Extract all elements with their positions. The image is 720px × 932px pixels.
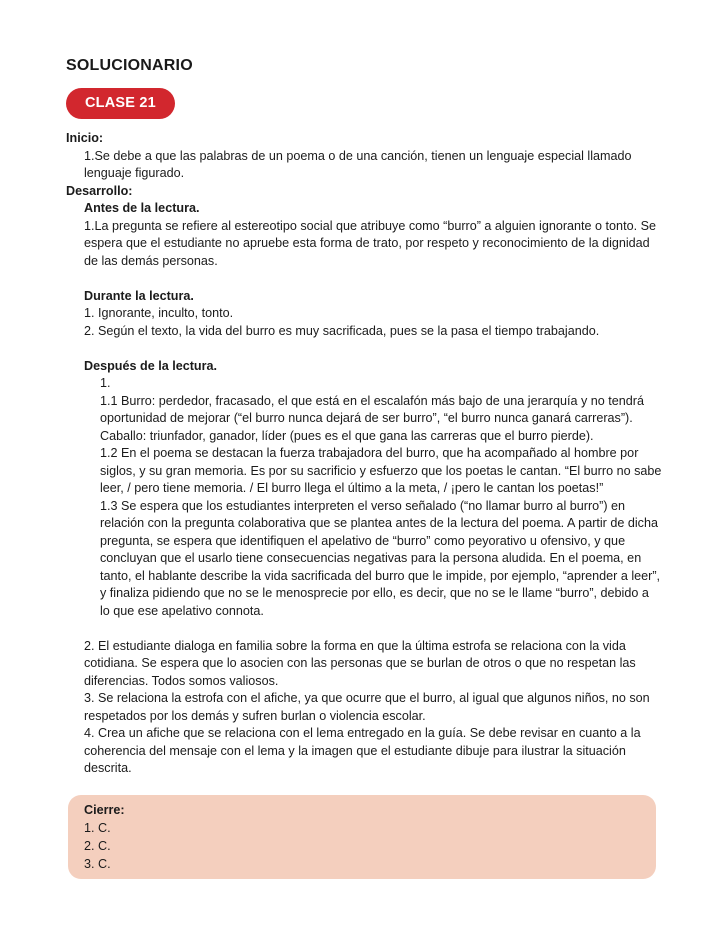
document-body [66,130,662,879]
cierre-answer-3: 3. C. [84,856,111,871]
class-badge: CLASE 21 [66,88,175,119]
page-title: SOLUCIONARIO [66,57,193,74]
section-heading-cierre: Cierre: [84,802,125,817]
paragraph-despues-4: 4. Crea un afiche que se relaciona con el lema entregado en la guía. Se debe revisar en cuanto a la coherencia del mensaje con el lema y la imagen que el estudiante dibuje para ilustrar la situación descrita. [84,726,641,775]
paragraph-despues-1-3: 1.3 Se espera que los estudiantes interpreten el verso señalado (“no llamar burro al burro”) en relación con la pregunta colaborativa que se plantea antes de la lectura del poema. A partir de dicha pregunta, se espera que identifiquen el apelativo de “burro” como peyorativo u ofensivo, y que concluyan que el usarlo tiene consecuencias negativas para la persona aludida. En el poema, en tanto, el hablante describe la vida sacrificada del burro que le impide, por ejemplo, “aprender a leer”, y finaliza pidiendo que no se le menosprecie por ello, es decir, que no se le llame “burro”, debido a lo que ese apelativo connota. [100,498,661,618]
paragraph-despues-1-1: 1.1 Burro: perdedor, fracasado, el que está en el escalafón más bajo de una jerarquía y no tendrá oportunidad de mejorar (“el burro nunca dejará de ser burro”, “el burro nunca ganará carreras”). Caballo: triunfador, ganador, líder (pues es el que gana las carreras que el burro pierde). [100,393,644,443]
paragraph-despues-1-2: 1.2 En el poema se destacan la fuerza trabajadora del burro, que ha acompañado al hombre por siglos, y su gran memoria. Es por su sacrificio y esfuerzo que los poetas le cantan. “El burro no sabe leer, / pero tiene memoria. / El burro llega el último a la meta, / ¡pero le cantan los poetas!” [100,446,662,495]
subheading-despues-de-la-lectura: Después de la lectura. [84,358,217,373]
cierre-answer-2: 2. C. [84,838,111,853]
subheading-durante-la-lectura: Durante la lectura. [84,288,194,303]
subheading-antes-de-la-lectura: Antes de la lectura. [84,201,200,215]
paragraph-antes-1: 1.La pregunta se refiere al estereotipo social que atribuye como “burro” a alguien ignorante o tonto. Se espera que el estudiante no apruebe esta forma de trato, por respeto y reconocimiento de la dignidad de las demás personas. [84,218,656,268]
paragraph-despues-2: 2. El estudiante dialoga en familia sobre la forma en que la última estrofa se relaciona con la vida cotidiana. Se espera que lo asocien con las personas que se burlan de otros o que no respetan las diferencias. Todos somos valiosos. [84,638,636,688]
paragraph-inicio-1: 1.Se debe a que las palabras de un poema o de una canción, tienen un lenguaje especial llamado lenguaje figurado. [84,148,632,180]
paragraph-durante-2: 2. Según el texto, la vida del burro es muy sacrificada, pues se la pasa el tiempo trabajando. [84,323,600,338]
cierre-answer-1: 1. C. [84,820,111,835]
paragraph-despues-3: 3. Se relaciona la estrofa con el afiche, ya que ocurre que el burro, al igual que algunos niños, no son respetados por los demás y sufren burlan o violencia escolar. [84,691,650,723]
blank-line [66,620,662,638]
section-heading-inicio: Inicio: [66,131,104,145]
section-heading-desarrollo: Desarrollo: [66,183,133,198]
blank-line [66,340,662,358]
paragraph-durante-1: 1. Ignorante, inculto, tonto. [84,306,234,320]
cierre-answer-box [68,795,656,879]
blank-line [66,270,662,288]
paragraph-despues-1-label: 1. [100,376,111,390]
